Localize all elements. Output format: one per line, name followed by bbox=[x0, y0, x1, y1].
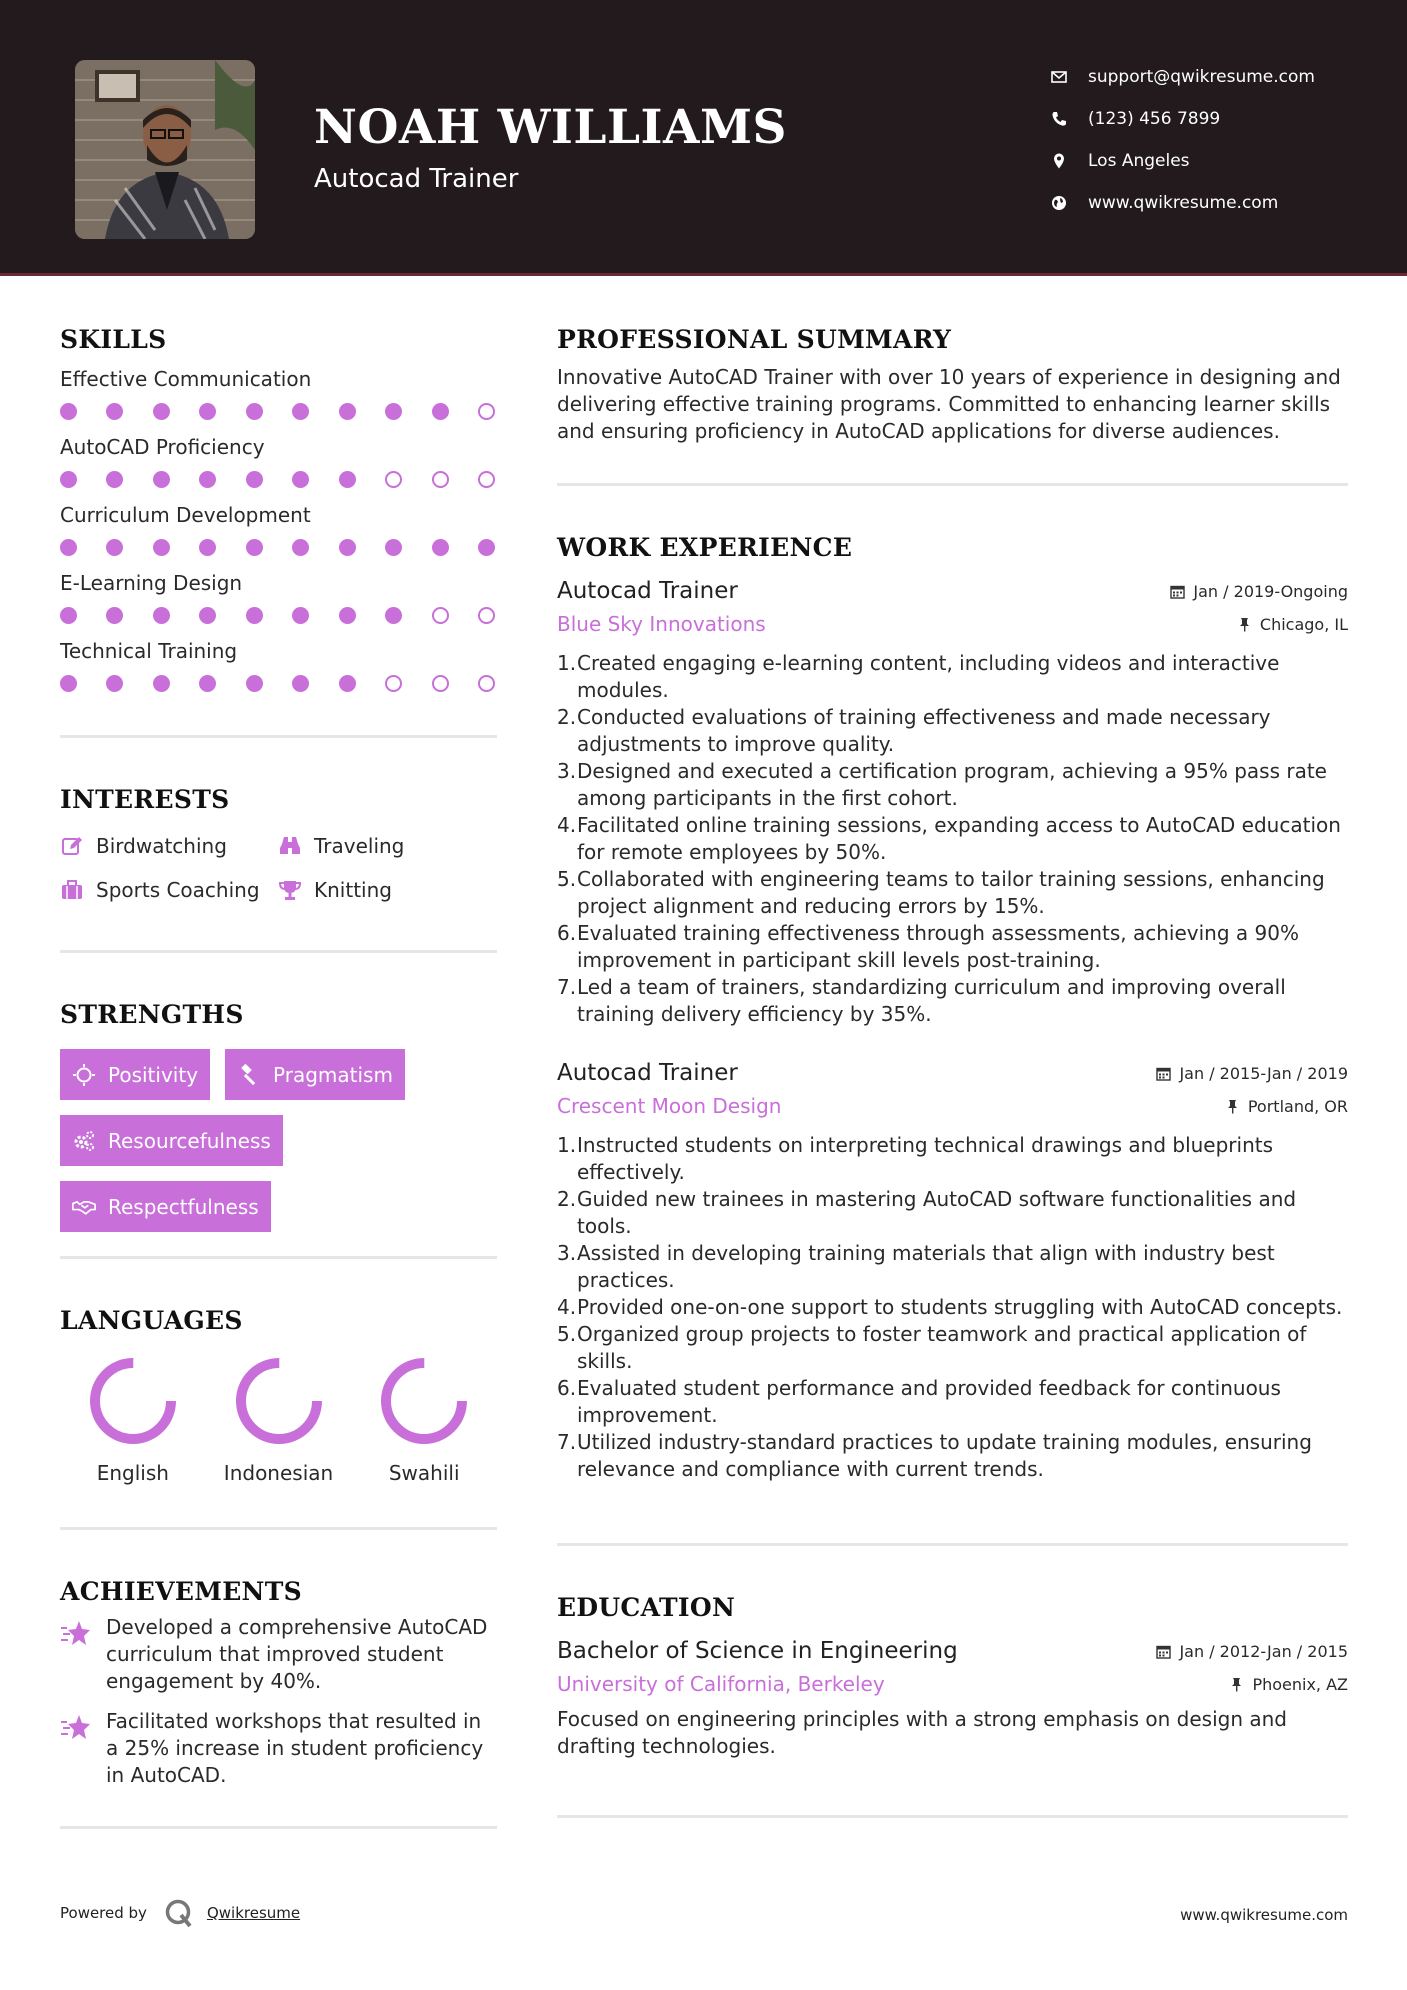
summary-heading: PROFESSIONAL SUMMARY bbox=[557, 325, 952, 354]
rating-dot bbox=[153, 607, 170, 624]
sun-icon bbox=[72, 1063, 96, 1087]
strength-label: Respectfulness bbox=[108, 1194, 259, 1219]
rating-dot bbox=[478, 539, 495, 556]
rating-dot bbox=[106, 607, 123, 624]
strength-badge bbox=[60, 1115, 283, 1166]
rating-dot bbox=[292, 403, 309, 420]
job-bullet bbox=[557, 1132, 1348, 1186]
bullet-number: 1. bbox=[557, 651, 577, 675]
section-divider bbox=[60, 1826, 497, 1829]
calendar-icon bbox=[1156, 1644, 1171, 1659]
languages-heading: LANGUAGES bbox=[60, 1306, 243, 1335]
bullet-text: Evaluated training effectiveness through assessments, achieving a 90% improvement in participant skill levels post-training. bbox=[577, 921, 1299, 972]
strengths-heading: STRENGTHS bbox=[60, 1000, 244, 1029]
language-gauge bbox=[85, 1353, 181, 1449]
cogs-icon bbox=[72, 1129, 96, 1153]
rating-dot bbox=[246, 675, 263, 692]
language-gauge bbox=[231, 1353, 327, 1449]
rating-dot bbox=[432, 607, 449, 624]
languages-list bbox=[60, 1353, 497, 1485]
rating-dot bbox=[246, 471, 263, 488]
rating-dot bbox=[339, 607, 356, 624]
bullet-number: 2. bbox=[557, 705, 577, 729]
job-head bbox=[557, 574, 1348, 608]
job-dates-text: Jan / 2015-Jan / 2019 bbox=[1179, 1063, 1348, 1083]
contact-email-text: support@qwikresume.com bbox=[1088, 67, 1315, 87]
interests-section bbox=[60, 780, 497, 912]
achievements-heading: ACHIEVEMENTS bbox=[60, 1577, 302, 1606]
rating-dot bbox=[478, 403, 495, 420]
job-bullet bbox=[557, 920, 1348, 974]
bullet-text: Designed and executed a certification program, achieving a 95% pass rate among participants in the first cohort. bbox=[577, 759, 1327, 810]
bullet-text: Guided new trainees in mastering AutoCAD software functionalities and tools. bbox=[577, 1187, 1297, 1238]
section-divider bbox=[557, 483, 1348, 486]
pushpin-icon bbox=[1237, 617, 1252, 632]
rating-dot bbox=[106, 403, 123, 420]
bullet-number: 7. bbox=[557, 1430, 577, 1454]
rating-dot bbox=[385, 539, 402, 556]
section-divider bbox=[60, 1527, 497, 1530]
rating-dot bbox=[153, 539, 170, 556]
rating-dot bbox=[478, 607, 495, 624]
bullet-number: 3. bbox=[557, 1241, 577, 1265]
bullet-text: Instructed students on interpreting technical drawings and blueprints effectively. bbox=[577, 1133, 1274, 1184]
bullet-number: 6. bbox=[557, 921, 577, 945]
section-divider bbox=[60, 1256, 497, 1259]
bullet-text: Organized group projects to foster teamwork and practical application of skills. bbox=[577, 1322, 1307, 1373]
strength-label: Resourcefulness bbox=[108, 1128, 271, 1153]
candidate-name: NOAH WILLIAMS bbox=[314, 100, 787, 155]
rating-dot bbox=[153, 675, 170, 692]
bullet-number: 1. bbox=[557, 1133, 577, 1157]
contact-phone-text: (123) 456 7899 bbox=[1088, 109, 1221, 129]
rating-dot bbox=[199, 607, 216, 624]
job-bullet bbox=[557, 1294, 1348, 1321]
envelope-icon bbox=[1050, 68, 1068, 86]
powered-by-text: Powered by bbox=[60, 1904, 147, 1922]
skills-section bbox=[60, 320, 497, 700]
rating-dot bbox=[478, 675, 495, 692]
strength-badge bbox=[60, 1049, 210, 1100]
education-heading: EDUCATION bbox=[557, 1593, 736, 1622]
contact-location bbox=[1050, 140, 1315, 182]
company-name: Crescent Moon Design bbox=[557, 1094, 782, 1118]
job-bullet bbox=[557, 974, 1348, 1028]
interests-list bbox=[60, 824, 497, 912]
achievement-text: Facilitated workshops that resulted in a 25% increase in student proficiency in AutoCAD. bbox=[106, 1709, 484, 1787]
interest-item bbox=[278, 868, 392, 912]
rating-dot bbox=[153, 403, 170, 420]
summary-text: Innovative AutoCAD Trainer with over 10 years of experience in designing and delivering effective training programs. Committed to enhancing learner skills and ensuring proficiency in AutoCAD applications for diverse audiences. bbox=[557, 365, 1341, 443]
profile-photo bbox=[75, 60, 255, 239]
job-bullet bbox=[557, 758, 1348, 812]
resume-header bbox=[0, 0, 1407, 276]
language-gauge bbox=[376, 1353, 472, 1449]
job-location-text: Portland, OR bbox=[1247, 1096, 1348, 1116]
job-bullet bbox=[557, 1186, 1348, 1240]
bullet-text: Evaluated student performance and provided feedback for continuous improvement. bbox=[577, 1376, 1281, 1427]
job-bullets bbox=[557, 1132, 1348, 1483]
pushpin-icon bbox=[1225, 1099, 1240, 1114]
interest-label: Knitting bbox=[314, 878, 392, 902]
handshake-icon bbox=[72, 1195, 96, 1219]
bullet-text: Led a team of trainers, standardizing curriculum and improving overall training delivery efficiency by 35%. bbox=[577, 975, 1286, 1026]
rating-dot bbox=[339, 539, 356, 556]
skill-name: Effective Communication bbox=[60, 367, 312, 391]
job-bullet bbox=[557, 866, 1348, 920]
rating-dot bbox=[385, 607, 402, 624]
edit-icon bbox=[60, 834, 84, 858]
language-name: Swahili bbox=[388, 1461, 460, 1485]
job-title: Autocad Trainer bbox=[557, 1060, 738, 1086]
interest-item bbox=[60, 868, 278, 912]
skill-name: E-Learning Design bbox=[60, 571, 243, 595]
education-dates-text: Jan / 2012-Jan / 2015 bbox=[1179, 1641, 1348, 1661]
job-location bbox=[1225, 1097, 1348, 1116]
star-icon bbox=[60, 1618, 92, 1648]
bullet-number: 7. bbox=[557, 975, 577, 999]
achievement-item bbox=[60, 1614, 497, 1695]
calendar-icon bbox=[1170, 584, 1185, 599]
strength-label: Pragmatism bbox=[273, 1062, 393, 1087]
job-location bbox=[1237, 615, 1348, 634]
gavel-icon bbox=[237, 1063, 261, 1087]
rating-dot bbox=[292, 539, 309, 556]
bullet-text: Provided one-on-one support to students struggling with AutoCAD concepts. bbox=[577, 1295, 1343, 1319]
map-pin-icon bbox=[1050, 152, 1068, 170]
job-head bbox=[557, 1056, 1348, 1090]
education-sub bbox=[557, 1668, 1348, 1700]
bullet-text: Facilitated online training sessions, expanding access to AutoCAD education for remote employees by 50%. bbox=[577, 813, 1341, 864]
skill-name: AutoCAD Proficiency bbox=[60, 435, 265, 459]
experience-heading: WORK EXPERIENCE bbox=[557, 533, 853, 562]
job-entry bbox=[557, 1056, 1348, 1483]
rating-dot bbox=[292, 471, 309, 488]
section-divider bbox=[557, 1543, 1348, 1546]
rating-dot bbox=[385, 471, 402, 488]
rating-dot bbox=[246, 403, 263, 420]
skills-list bbox=[60, 364, 497, 700]
section-divider bbox=[557, 1815, 1348, 1818]
footer-website[interactable]: www.qwikresume.com bbox=[1180, 1906, 1348, 1924]
job-location-text: Chicago, IL bbox=[1259, 614, 1348, 634]
bullet-number: 4. bbox=[557, 1295, 577, 1319]
skill-rating bbox=[60, 530, 497, 564]
rating-dot bbox=[106, 675, 123, 692]
rating-dot bbox=[478, 471, 495, 488]
bullet-text: Collaborated with engineering teams to tailor training sessions, enhancing project alignment and reducing errors by 15%. bbox=[577, 867, 1325, 918]
bullet-number: 5. bbox=[557, 867, 577, 891]
contact-list bbox=[1050, 56, 1315, 224]
bullet-text: Assisted in developing training materials that align with industry best practices. bbox=[577, 1241, 1275, 1292]
job-bullet bbox=[557, 1240, 1348, 1294]
rating-dot bbox=[432, 675, 449, 692]
interest-label: Sports Coaching bbox=[96, 878, 260, 902]
experience-section bbox=[557, 528, 1348, 1483]
skill-rating bbox=[60, 598, 497, 632]
candidate-title: Autocad Trainer bbox=[314, 164, 519, 194]
bullet-number: 3. bbox=[557, 759, 577, 783]
bullet-number: 6. bbox=[557, 1376, 577, 1400]
rating-dot bbox=[153, 471, 170, 488]
achievement-text: Developed a comprehensive AutoCAD curriculum that improved student engagement by 40%. bbox=[106, 1615, 488, 1693]
rating-dot bbox=[246, 539, 263, 556]
skill-rating bbox=[60, 666, 497, 700]
job-bullet bbox=[557, 650, 1348, 704]
binoculars-icon bbox=[278, 834, 302, 858]
rating-dot bbox=[292, 607, 309, 624]
degree-title: Bachelor of Science in Engineering bbox=[557, 1638, 958, 1664]
contact-location-text: Los Angeles bbox=[1088, 151, 1190, 171]
footer-powered-by bbox=[60, 1897, 300, 1929]
skill-rating bbox=[60, 394, 497, 428]
rating-dot bbox=[199, 403, 216, 420]
contact-website-text: www.qwikresume.com bbox=[1088, 193, 1279, 213]
pushpin-icon bbox=[1229, 1677, 1244, 1692]
rating-dot bbox=[339, 471, 356, 488]
rating-dot bbox=[106, 471, 123, 488]
strength-badge bbox=[60, 1181, 271, 1232]
rating-dot bbox=[432, 539, 449, 556]
jobs-list bbox=[557, 574, 1348, 1483]
language-gauge-arc bbox=[95, 1363, 171, 1439]
bullet-number: 4. bbox=[557, 813, 577, 837]
bullet-text: Conducted evaluations of training effectiveness and made necessary adjustments to improve quality. bbox=[577, 705, 1271, 756]
education-head bbox=[557, 1634, 1348, 1668]
interest-label: Traveling bbox=[314, 834, 405, 858]
interest-label: Birdwatching bbox=[96, 834, 227, 858]
section-divider bbox=[60, 950, 497, 953]
rating-dot bbox=[339, 403, 356, 420]
language-name: English bbox=[96, 1461, 169, 1485]
skill-name: Curriculum Development bbox=[60, 503, 311, 527]
rating-dot bbox=[385, 403, 402, 420]
rating-dot bbox=[292, 675, 309, 692]
job-dates bbox=[1156, 1064, 1348, 1083]
bullet-number: 2. bbox=[557, 1187, 577, 1211]
left-column bbox=[60, 320, 497, 1829]
rating-dot bbox=[60, 403, 77, 420]
job-sub bbox=[557, 608, 1348, 640]
briefcase-icon bbox=[60, 878, 84, 902]
interest-item bbox=[278, 824, 404, 868]
calendar-icon bbox=[1156, 1066, 1171, 1081]
bullet-text: Utilized industry-standard practices to update training modules, ensuring relevance and compliance with current trends. bbox=[577, 1430, 1312, 1481]
star-icon bbox=[60, 1712, 92, 1742]
achievement-item bbox=[60, 1708, 497, 1789]
qwikresume-link[interactable]: Qwikresume bbox=[206, 1904, 301, 1922]
skill-rating bbox=[60, 462, 497, 496]
globe-icon bbox=[1050, 194, 1068, 212]
rating-dot bbox=[60, 471, 77, 488]
rating-dot bbox=[432, 403, 449, 420]
rating-dot bbox=[246, 607, 263, 624]
company-name: Blue Sky Innovations bbox=[557, 612, 766, 636]
job-bullet bbox=[557, 1429, 1348, 1483]
summary-section bbox=[557, 320, 1348, 445]
rating-dot bbox=[339, 675, 356, 692]
qwikresume-logo-icon bbox=[163, 1897, 195, 1929]
education-dates bbox=[1156, 1642, 1348, 1661]
rating-dot bbox=[199, 675, 216, 692]
language-item bbox=[206, 1353, 352, 1485]
rating-dot bbox=[60, 607, 77, 624]
job-title: Autocad Trainer bbox=[557, 578, 738, 604]
job-dates-text: Jan / 2019-Ongoing bbox=[1193, 581, 1348, 601]
contact-website[interactable] bbox=[1050, 182, 1315, 224]
rating-dot bbox=[199, 539, 216, 556]
rating-dot bbox=[60, 539, 77, 556]
right-column bbox=[557, 320, 1348, 1818]
job-entry bbox=[557, 574, 1348, 1028]
rating-dot bbox=[106, 539, 123, 556]
languages-section bbox=[60, 1301, 497, 1485]
contact-email[interactable] bbox=[1050, 56, 1315, 98]
rating-dot bbox=[385, 675, 402, 692]
language-name: Indonesian bbox=[223, 1461, 334, 1485]
rating-dot bbox=[60, 675, 77, 692]
language-item bbox=[351, 1353, 497, 1485]
section-divider bbox=[60, 735, 497, 738]
job-bullet bbox=[557, 704, 1348, 758]
skill-name: Technical Training bbox=[60, 639, 238, 663]
job-dates bbox=[1170, 582, 1348, 601]
education-section bbox=[557, 1588, 1348, 1760]
rating-dot bbox=[432, 471, 449, 488]
language-gauge-arc bbox=[386, 1363, 462, 1439]
skills-heading: SKILLS bbox=[60, 325, 167, 354]
rating-dot bbox=[199, 471, 216, 488]
interest-item bbox=[60, 824, 278, 868]
trophy-icon bbox=[278, 878, 302, 902]
phone-icon bbox=[1050, 110, 1068, 128]
school-name: University of California, Berkeley bbox=[557, 1672, 885, 1696]
strengths-list bbox=[60, 1049, 497, 1232]
achievements-section bbox=[60, 1572, 497, 1789]
language-item bbox=[60, 1353, 206, 1485]
education-description: Focused on engineering principles with a strong emphasis on design and drafting technologies. bbox=[557, 1707, 1287, 1758]
language-gauge-arc bbox=[241, 1363, 317, 1439]
education-location-text: Phoenix, AZ bbox=[1252, 1674, 1348, 1694]
interests-heading: INTERESTS bbox=[60, 785, 230, 814]
job-bullet bbox=[557, 1375, 1348, 1429]
strength-badge bbox=[225, 1049, 405, 1100]
bullet-text: Created engaging e-learning content, including videos and interactive modules. bbox=[577, 651, 1280, 702]
education-location bbox=[1229, 1675, 1348, 1694]
job-sub bbox=[557, 1090, 1348, 1122]
bullet-number: 5. bbox=[557, 1322, 577, 1346]
job-bullet bbox=[557, 1321, 1348, 1375]
strengths-section bbox=[60, 995, 497, 1232]
strength-label: Positivity bbox=[108, 1062, 199, 1087]
job-bullets bbox=[557, 650, 1348, 1028]
job-bullet bbox=[557, 812, 1348, 866]
contact-phone[interactable] bbox=[1050, 98, 1315, 140]
